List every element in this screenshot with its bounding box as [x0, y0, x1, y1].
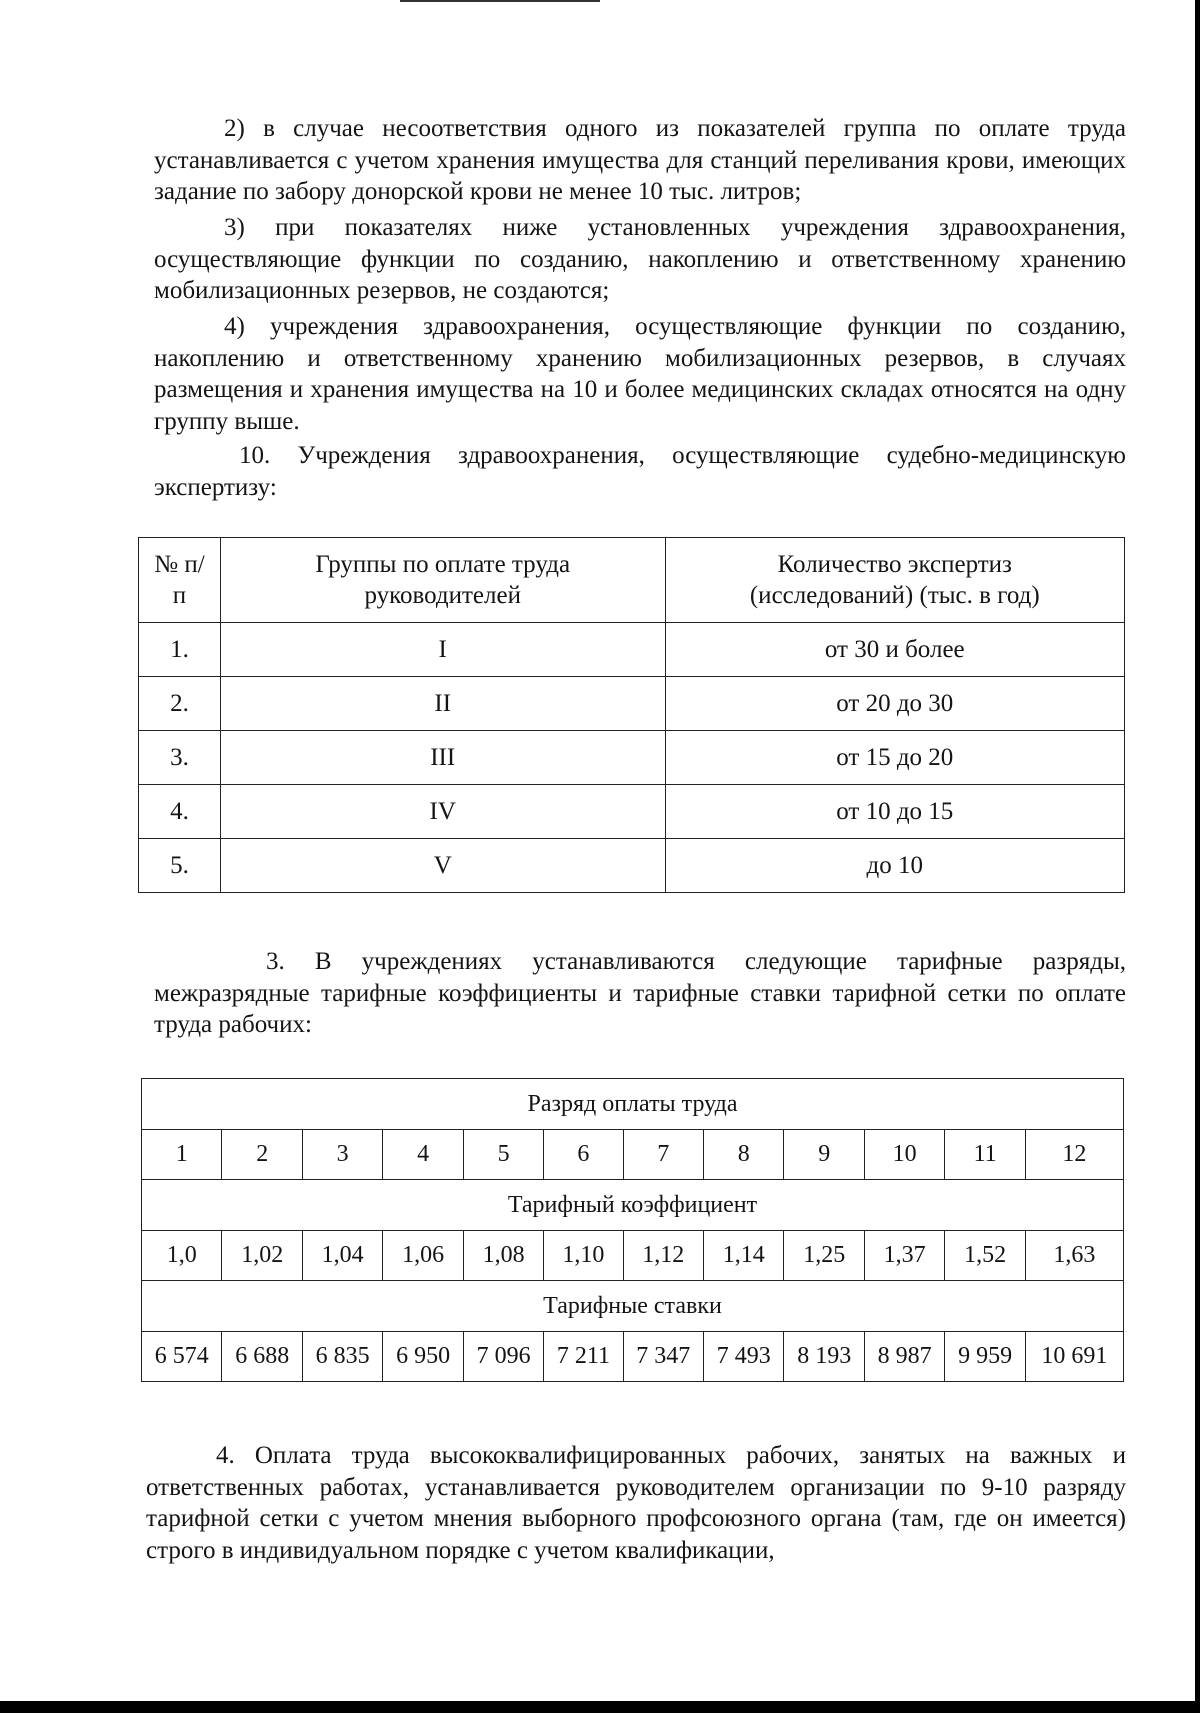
coefficient-cell: 1,52 [945, 1231, 1025, 1281]
rates-row [142, 1332, 1124, 1382]
rate-cell: 10 691 [1025, 1332, 1123, 1382]
coefficient-cell: 1,14 [703, 1231, 783, 1281]
row-group: IV [220, 785, 665, 839]
grades-row [142, 1130, 1124, 1180]
scan-right-border [1195, 0, 1200, 1713]
coefficient-cell: 1,08 [463, 1231, 543, 1281]
row-group: V [220, 839, 665, 893]
grade-cell: 2 [222, 1130, 302, 1180]
row-number: 3. [139, 731, 221, 785]
rate-cell: 7 493 [703, 1332, 783, 1382]
rate-cell: 6 688 [222, 1332, 302, 1382]
grade-cell: 10 [864, 1130, 944, 1180]
row-number: 1. [139, 623, 221, 677]
rate-cell: 6 574 [142, 1332, 222, 1382]
coefficient-cell: 1,63 [1025, 1231, 1123, 1281]
header-group: Группы по оплате труда руководителей [220, 538, 665, 623]
coefficient-cell: 1,06 [383, 1231, 463, 1281]
forensic-groups-table [138, 537, 1125, 893]
row-count: от 20 до 30 [665, 677, 1124, 731]
row-count: от 10 до 15 [665, 785, 1124, 839]
coefficient-cell: 1,04 [302, 1231, 382, 1281]
rates-title: Тарифные ставки [142, 1281, 1124, 1332]
coefficient-cell: 1,02 [222, 1231, 302, 1281]
header-number: № п/п [139, 538, 221, 623]
coefficients-row [142, 1231, 1124, 1281]
rate-cell: 7 347 [623, 1332, 703, 1382]
scan-bottom-border [0, 1701, 1200, 1713]
top-edge-line [400, 0, 600, 2]
rate-cell: 8 193 [784, 1332, 864, 1382]
grade-cell: 8 [703, 1130, 783, 1180]
coefficient-cell: 1,25 [784, 1231, 864, 1281]
row-number: 4. [139, 785, 221, 839]
row-count: от 15 до 20 [665, 731, 1124, 785]
grade-cell: 6 [544, 1130, 623, 1180]
coefficient-cell: 1,0 [142, 1231, 222, 1281]
grade-cell: 11 [945, 1130, 1025, 1180]
rate-cell: 7 211 [544, 1332, 623, 1382]
table-row [139, 785, 1125, 839]
paragraph-section-4: 4. Оплата труда высококвалифицированных рабочих, занятых на важных и ответственных работах, устанавливается руководителем организации по 9-10 разряду тарифной сетки с учетом мнения выборного профсоюзного органа (там, где он имеется) строго в индивидуальном порядке с учетом квалификации, [146, 1442, 1126, 1564]
grade-cell: 9 [784, 1130, 864, 1180]
coefficient-cell: 1,37 [864, 1231, 944, 1281]
paragraph-item-2: 2) в случае несоответствия одного из показателей группа по оплате труда устанавливается с учетом хранения имущества для станций переливания крови, имеющих задание по забору донорской крови не менее 10 тыс. литров; [154, 115, 1126, 205]
rate-cell: 6 950 [383, 1332, 463, 1382]
grade-cell: 3 [302, 1130, 382, 1180]
row-group: III [220, 731, 665, 785]
row-number: 2. [139, 677, 221, 731]
paragraph-section-3: 3. В учреждениях устанавливаются следующие тарифные разряды, межразрядные тарифные коэффициенты и тарифные ставки тарифной сетки по оплате труда рабочих: [154, 948, 1126, 1038]
paragraph-item-3: 3) при показателях ниже установленных учреждения здравоохранения, осуществляющие функции по созданию, накоплению и ответственному хранению мобилизационных резервов, не создаются; [154, 214, 1126, 304]
row-count: от 30 и более [665, 623, 1124, 677]
grade-cell: 5 [463, 1130, 543, 1180]
coefficient-title: Тарифный коэффициент [142, 1180, 1124, 1231]
grade-title-row [142, 1079, 1124, 1130]
grade-cell: 4 [383, 1130, 463, 1180]
row-number: 5. [139, 839, 221, 893]
table-row [139, 839, 1125, 893]
rate-cell: 7 096 [463, 1332, 543, 1382]
grade-cell: 7 [623, 1130, 703, 1180]
rate-cell: 6 835 [302, 1332, 382, 1382]
coefficient-cell: 1,12 [623, 1231, 703, 1281]
paragraph-item-4: 4) учреждения здравоохранения, осуществляющие функции по созданию, накоплению и ответственному хранению мобилизационных резервов, в случаях размещения и хранения имущества на 10 и более медицинских складах относятся на одну группу выше. [154, 313, 1126, 435]
coefficient-title-row [142, 1180, 1124, 1231]
coefficient-cell: 1,10 [544, 1231, 623, 1281]
rates-title-row [142, 1281, 1124, 1332]
rate-cell: 9 959 [945, 1332, 1025, 1382]
grade-cell: 12 [1025, 1130, 1123, 1180]
table-header-row [139, 538, 1125, 623]
row-group: II [220, 677, 665, 731]
row-group: I [220, 623, 665, 677]
header-count: Количество экспертиз (исследований) (тыс. в год) [665, 538, 1124, 623]
table-row [139, 623, 1125, 677]
rate-cell: 8 987 [864, 1332, 944, 1382]
grade-title: Разряд оплаты труда [142, 1079, 1124, 1130]
paragraph-section-10: 10. Учреждения здравоохранения, осуществляющие судебно-медицинскую экспертизу: [154, 442, 1126, 501]
table-row [139, 677, 1125, 731]
row-count: до 10 [665, 839, 1124, 893]
grade-cell: 1 [142, 1130, 222, 1180]
table-row [139, 731, 1125, 785]
tariff-rates-table [141, 1078, 1124, 1382]
